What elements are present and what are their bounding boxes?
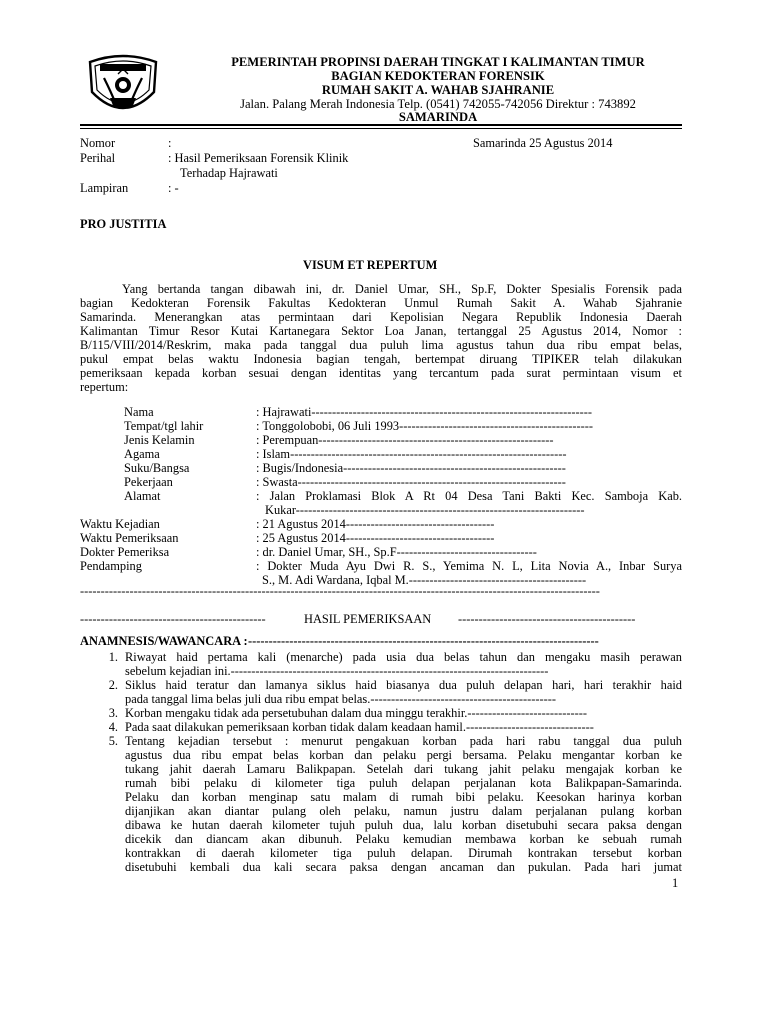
list-number: 3. xyxy=(108,706,118,720)
lampiran-value: : - xyxy=(168,181,179,195)
agama-label: Agama xyxy=(124,447,160,461)
list-item-line: dijanjikan akan diantar pulang oleh pelaku, namun justru dalam perjalanan pulang korban xyxy=(125,804,682,818)
header-department: BAGIAN KEDOKTERAN FORENSIK xyxy=(331,69,545,83)
header-province: PEMERINTAH PROPINSI DAERAH TINGKAT I KALIMANTAN TIMUR xyxy=(231,55,645,69)
header-address: Jalan. Palang Merah Indonesia Telp. (0541) 742055-742056 Direktur : 743892 xyxy=(240,97,636,111)
document-title: VISUM ET REPERTUM xyxy=(303,258,438,272)
lampiran-label: Lampiran xyxy=(80,181,129,195)
list-item-line: rumah bibi pelaku di kilometer tiga puluh delapan perjalanan kota Balikpapan-Samarinda. xyxy=(125,776,682,790)
list-item-line: Tentang kejadian tersebut : menurut pengakuan korban pada hari rabu tanggal dua puluh xyxy=(125,734,682,748)
list-number: 1. xyxy=(108,650,118,664)
waktu-pemeriksaan-label: Waktu Pemeriksaan xyxy=(80,531,179,545)
waktu-pemeriksaan-value: : 25 Agustus 2014------------------------------------ xyxy=(256,531,495,545)
intro-line: Samarinda. Menerangkan atas permintaan dari Kepolisian Negara Republik Indonesia Daerah xyxy=(80,310,682,324)
dokter-pemeriksa-value: : dr. Daniel Umar, SH., Sp.F---------------------------------- xyxy=(256,545,537,559)
list-item-line: sebelum kejadian ini.----------------------------------------------------------------------------- xyxy=(125,664,549,678)
intro-line: Kalimantan Timur Resor Kutai Kartanegara Sektor Loa Janan, tertanggal 25 Agustus 2014, Nomor : xyxy=(80,324,682,338)
jenis-kelamin-value: : Perempuan--------------------------------------------------------- xyxy=(256,433,554,447)
list-item-line: Pelaku dan korban menginap satu malam di rumah bibi pelaku. Keesokan harinya korban xyxy=(125,790,682,804)
anamnesis-heading-dashes: ------------------------------------------------------------------------------------- xyxy=(248,634,599,648)
list-item-line: dicekik dan diancam akan dibunuh. Pelaku kemudian membawa korban ke sebuah rumah xyxy=(125,832,682,846)
letter-date: Samarinda 25 Agustus 2014 xyxy=(473,136,613,150)
dokter-pemeriksa-label: Dokter Pemeriksa xyxy=(80,545,170,559)
list-item-line: kontrakkan di daerah kilometer tiga puluh delapan. Dirumah kontrakan tersebut korban xyxy=(125,846,682,860)
intro-line: pemeriksaan kepada korban sesuai dengan identitas yang tercantum pada surat permintaan visum et xyxy=(80,366,682,380)
intro-line: repertum: xyxy=(80,380,129,394)
list-number: 4. xyxy=(108,720,118,734)
jenis-kelamin-label: Jenis Kelamin xyxy=(124,433,195,447)
hasil-right-dashes: ------------------------------------------- xyxy=(458,612,636,626)
waktu-kejadian-label: Waktu Kejadian xyxy=(80,517,160,531)
pro-justitia: PRO JUSTITIA xyxy=(80,217,167,231)
pendamping-value-continued: S., M. Adi Wardana, Iqbal M.------------------------------------------- xyxy=(262,573,587,587)
list-item-line: Pada saat dilakukan pemeriksaan korban tidak dalam keadaan hamil.------------------------------- xyxy=(125,720,594,734)
header-city: SAMARINDA xyxy=(398,110,478,124)
list-item-line: pada tanggal lima belas juli dua ribu empat belas.--------------------------------------------- xyxy=(125,692,557,706)
list-number: 5. xyxy=(108,734,118,748)
ttl-value: : Tonggolobobi, 06 Juli 1993----------------------------------------------- xyxy=(256,419,594,433)
provincial-emblem-logo xyxy=(84,52,162,118)
list-item-line: dibawa ke hutan daerah kilometer tujuh puluh dua, lalu korban disetubuhi secara paksa dengan xyxy=(125,818,682,832)
intro-line: bagian Kedokteran Forensik Fakultas Kedokteran Unmul Rumah Sakit A. Wahab Sjahranie xyxy=(80,296,682,310)
nomor-label: Nomor xyxy=(80,136,116,150)
intro-line: Yang bertanda tangan dibawah ini, dr. Daniel Umar, SH., Sp.F, Dokter Spesialis Forensik pada xyxy=(122,282,682,296)
separator-line: ------------------------------------------------------------------------------------------------------------------------------ xyxy=(80,584,600,598)
intro-line: B/115/VIII/2014/Reskrim, maka pada tanggal dua puluh lima agustus tahun dua ribu empat belas, xyxy=(80,338,682,352)
page-number: 1 xyxy=(672,876,679,890)
pendamping-value: : Dokter Muda Ayu Dwi R. S., Yemima N. L, Lita Novia A., Inbar Surya xyxy=(256,559,682,573)
anamnesis-heading: ANAMNESIS/WAWANCARA : xyxy=(80,634,248,648)
perihal-value: : Hasil Pemeriksaan Forensik Klinik xyxy=(168,151,349,165)
header-hospital: RUMAH SAKIT A. WAHAB SJAHRANIE xyxy=(321,83,555,97)
hasil-left-dashes: --------------------------------------------- xyxy=(80,612,266,626)
list-item-line: Riwayat haid pertama kali (menarche) pada usia dua belas tahun dan mengaku masih perawan xyxy=(125,650,682,664)
suku-value: : Bugis/Indonesia------------------------------------------------------ xyxy=(256,461,566,475)
list-item-line: disetubuhi kembali dua kali secara paksa dengan ancaman dan pukulan. Pada hari jumat xyxy=(125,860,682,874)
list-item-line: Siklus haid teratur dan lamanya siklus haid biasanya dua puluh delapan hari, hari terakhir haid xyxy=(125,678,682,692)
list-item-line: agustus dua ribu empat belas korban dan pelaku pergi bersama. Pelaku mengantar korban ke xyxy=(125,748,682,762)
ttl-label: Tempat/tgl lahir xyxy=(124,419,204,433)
suku-label: Suku/Bangsa xyxy=(124,461,190,475)
pendamping-label: Pendamping xyxy=(80,559,142,573)
list-item-line: tukang jahit daerah Lamaru Balikpapan. Setelah dari tukang jahit pelaku mengajak korban ke xyxy=(125,762,682,776)
pekerjaan-value: : Swasta----------------------------------------------------------------- xyxy=(256,475,566,489)
perihal-label: Perihal xyxy=(80,151,116,165)
alamat-value: : Jalan Proklamasi Blok A Rt 04 Desa Tani Bakti Kec. Samboja Kab. xyxy=(256,489,682,503)
list-item-line: Korban mengaku tidak ada persetubuhan dalam dua minggu terakhir.----------------------------- xyxy=(125,706,588,720)
agama-value: : Islam------------------------------------------------------------------- xyxy=(256,447,567,461)
nama-value: : Hajrawati-------------------------------------------------------------------- xyxy=(256,405,592,419)
pekerjaan-label: Pekerjaan xyxy=(124,475,173,489)
header-rule-thin xyxy=(80,128,682,129)
intro-line: pukul empat belas waktu Indonesia bagian tengah, bertempat diruang TIPIKER telah dilakukan xyxy=(80,352,682,366)
alamat-label: Alamat xyxy=(124,489,161,503)
nama-label: Nama xyxy=(124,405,154,419)
hasil-pemeriksaan-heading: HASIL PEMERIKSAAN xyxy=(304,612,432,626)
perihal-value-continued: Terhadap Hajrawati xyxy=(180,166,278,180)
header-rule-thick xyxy=(80,124,682,126)
waktu-kejadian-value: : 21 Agustus 2014------------------------------------ xyxy=(256,517,495,531)
list-number: 2. xyxy=(108,678,118,692)
alamat-value-continued: Kukar---------------------------------------------------------------------- xyxy=(265,503,585,517)
nomor-value: : xyxy=(168,136,172,150)
